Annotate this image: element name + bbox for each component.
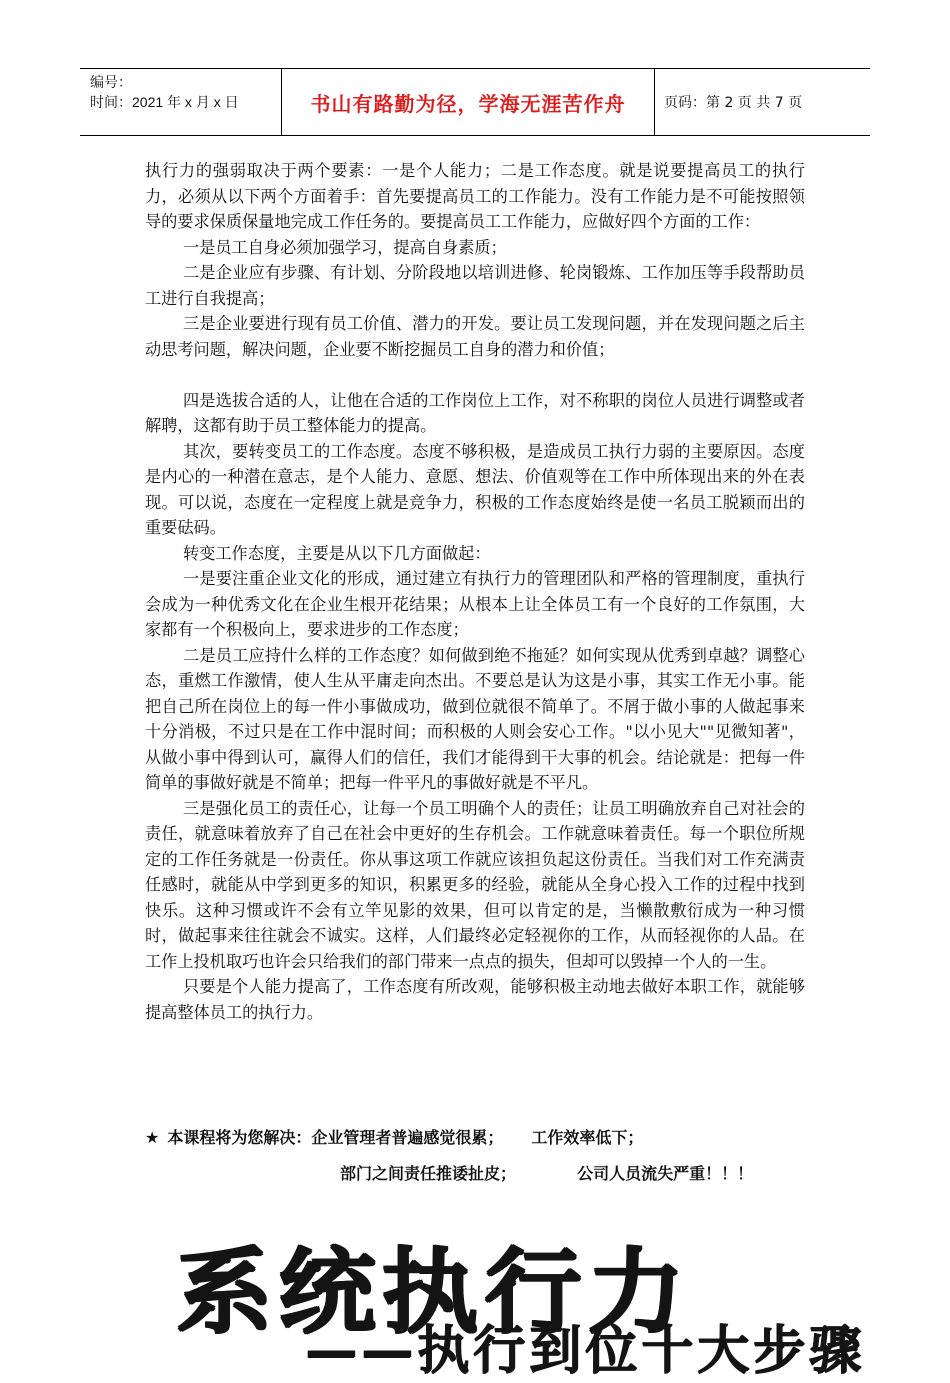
header-meta — [80, 69, 281, 135]
page-header — [80, 68, 870, 136]
paragraph-ability-1: 一是员工自身必须加强学习，提高自身素质； — [183, 237, 507, 257]
paragraph-attitude-3: 三是强化员工的责任心，让每一个员工明确个人的责任；让员工明确放弃自己对社会的责任，就意味着放弃了自己在社会中更好的生存机会。工作就意味着责任。每一个职位所规定的工作任务就是一份责任。你从事这项工作就应该担负起这份责任。当我们对工作充满责任感时，就能从中学到更多的知识，积累更多的经验，就能从全身心投入工作的过程中找到快乐。这种习惯或许不会有立竿见影的效果，但可以肯定的是，当懒散敷衍成为一种习惯时，做起事来往往就会不诚实。这样，人们最终必定轻视你的工作，从而轻视你的人品。在工作上投机取巧也许会只给我们的部门带来一点点的损失，但却可以毁掉一个人的一生。 — [145, 798, 805, 971]
paragraph-ability-4: 四是选拔合适的人，让他在合适的工作岗位上工作，对不称职的岗位人员进行调整或者解聘，这都有助于员工整体能力的提高。 — [145, 390, 805, 435]
paragraph-attitude-2: 二是员工应持什么样的工作态度？如何做到绝不拖延？如何实现从优秀到卓越？调整心态，重燃工作激情，使人生从平庸走向杰出。不要总是认为这是小事，其实工作无小事。能把自己所在岗位上的每一件小事做成功，做到位就很不简单了。不屑于做小事的人做起事来十分消极，不过只是在工作中混时间；而积极的人则会安心工作。"以小见大""见微知著"，从做小事中得到认可，赢得人们的信任，我们才能得到干大事的机会。结论就是：把每一件简单的事做好就是不简单；把每一件平凡的事做好就是不平凡。 — [145, 645, 805, 792]
promo-item-turnover: 公司人员流失严重！！！ — [577, 1164, 754, 1183]
page-number: 页码：第 2 页 共 7 页 — [664, 95, 803, 111]
paragraph-ability-2: 二是企业应有步骤、有计划、分阶段地以培训进修、轮岗锻炼、工作加压等手段帮助员工进行自我提高； — [145, 263, 805, 308]
star-icon: ★ — [145, 1128, 160, 1147]
header-page-cell — [655, 69, 870, 135]
banner-title: 系统执行力 — [175, 1238, 690, 1345]
promo-line-2 — [145, 1162, 825, 1186]
header-motto: 书山有路勤为径，学海无涯苦作舟 — [310, 91, 626, 116]
paragraph-spacer — [145, 362, 805, 388]
paragraph-ability-3: 三是企业要进行现有员工价值、潜力的开发。要让员工发现问题，并在发现问题之后主动思考问题，解决问题，企业要不断挖掘员工自身的潜力和价值； — [145, 314, 805, 359]
promo-lead: 本课程将为您解决：企业管理者普遍感觉很累； — [167, 1128, 504, 1147]
paragraph-conclusion: 只要是个人能力提高了，工作态度有所改观，能够积极主动地去做好本职工作，就能够提高整体员工的执行力。 — [145, 977, 805, 1022]
paragraph-intro: 执行力的强弱取决于两个要素：一是个人能力；二是工作态度。就是说要提高员工的执行力，必须从以下两个方面着手：首先要提高员工的工作能力。没有工作能力是不可能按照领导的要求保质保量地完成工作任务的。要提高员工工作能力，应做好四个方面的工作： — [145, 161, 805, 231]
paragraph-attitude-intro: 其次，要转变员工的工作态度。态度不够积极，是造成员工执行力弱的主要原因。态度是内心的一种潜在意志，是个人能力、意愿、想法、价值观等在工作中所体现出来的外在表现。可以说，态度在一定程度上就是竞争力，积极的工作态度始终是使一名员工脱颖而出的重要砝码。 — [145, 441, 805, 537]
promo-item-responsibility: 部门之间责任推诿扯皮； — [340, 1164, 517, 1183]
document-number-label: 编号： — [90, 74, 132, 90]
promo-line-1 — [145, 1126, 825, 1150]
promo-item-efficiency: 工作效率低下； — [531, 1128, 644, 1147]
header-motto-cell — [281, 69, 655, 135]
document-date: 时间：2021 年 x 月 x 日 — [90, 94, 239, 110]
paragraph-attitude-lead: 转变工作态度，主要是从以下几方面做起： — [183, 543, 491, 563]
banner-subtitle: ——执行到位十大步骤 — [305, 1321, 866, 1381]
course-promo — [145, 1126, 825, 1186]
paragraph-attitude-1: 一是要注重企业文化的形成，通过建立有执行力的管理团队和严格的管理制度，重执行会成为一种优秀文化在企业生根开花结果；从根本上让全体员工有一个良好的工作氛围，大家都有一个积极向上，要求进步的工作态度； — [145, 569, 805, 639]
article-body — [145, 158, 805, 1025]
